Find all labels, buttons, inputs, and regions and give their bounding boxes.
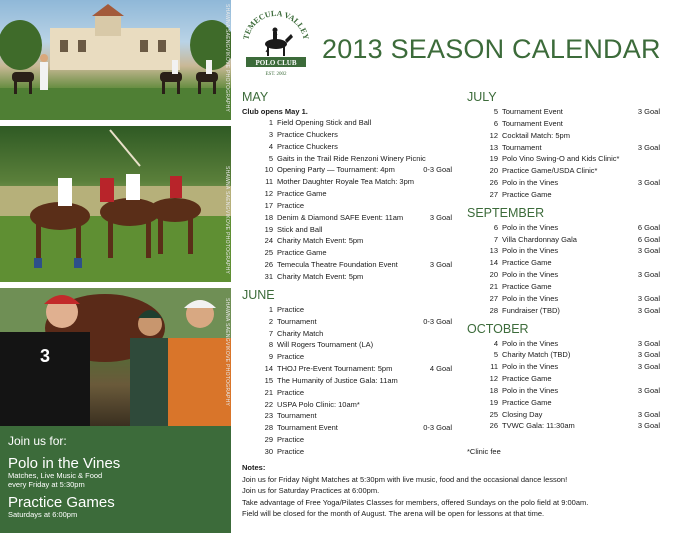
event-row <box>242 259 452 271</box>
event-date: 4 <box>268 141 273 151</box>
event-date: 8 <box>268 340 273 350</box>
event-date: 12 <box>264 189 273 199</box>
page-title: 2013 SEASON CALENDAR <box>322 34 661 64</box>
event-date: 6 <box>493 222 498 232</box>
event-date: 2 <box>268 316 273 326</box>
event-row <box>242 235 452 247</box>
event-date: 21 <box>489 281 498 291</box>
event-title: Polo in the Vines <box>502 222 559 232</box>
event-row <box>467 420 660 432</box>
event-title: Practice <box>277 200 305 210</box>
event-date: 7 <box>268 328 273 338</box>
event-row <box>242 129 452 141</box>
event-title: Tournament Event <box>502 118 563 128</box>
event-date: 4 <box>493 338 498 348</box>
event-date: 14 <box>489 258 498 268</box>
event-goal <box>448 339 452 351</box>
event-goal <box>448 387 452 399</box>
event-row <box>467 130 660 142</box>
event-goal <box>448 200 452 212</box>
event-goal: 3 Goal <box>429 260 452 270</box>
event-title: Tournament Event <box>277 423 338 433</box>
event-date: 30 <box>264 446 273 456</box>
svg-text:3: 3 <box>40 346 51 366</box>
event-row <box>467 305 660 317</box>
event-row <box>242 339 452 351</box>
event-date: 13 <box>489 142 498 152</box>
event-goal <box>656 281 660 293</box>
event-goal <box>448 224 452 236</box>
event-title: Tournament <box>277 411 317 421</box>
event-row <box>242 141 452 153</box>
event-row <box>242 247 452 259</box>
event-title: Charity Match (TBD) <box>502 350 571 360</box>
event-goal <box>656 165 660 177</box>
event-date: 10 <box>264 165 273 175</box>
notes-line: Take advantage of Free Yoga/Pilates Classes for members, offered Sundays on the polo field at 9:00am. <box>242 497 589 507</box>
event-goal <box>448 410 452 422</box>
event-date: 26 <box>489 421 498 431</box>
event-title: Closing Day <box>502 409 543 419</box>
event-row <box>242 153 452 165</box>
event-goal <box>448 304 452 316</box>
event-row <box>242 164 452 176</box>
event-row <box>467 385 660 397</box>
event-goal: 6 Goal <box>637 222 660 232</box>
event-date: 18 <box>264 212 273 222</box>
event-date: 17 <box>264 200 273 210</box>
event-row <box>467 338 660 350</box>
club-logo <box>240 8 312 80</box>
event-row <box>242 399 452 411</box>
event-date: 19 <box>489 397 498 407</box>
event-row <box>467 106 660 118</box>
event-goal: 6 Goal <box>637 234 660 244</box>
photo-column <box>0 0 231 426</box>
event-date: 15 <box>264 375 273 385</box>
month-heading: SEPTEMBER <box>467 205 545 220</box>
event-date: 13 <box>489 246 498 256</box>
event-title: Practice Chuckers <box>277 129 338 139</box>
event-title: Tournament <box>277 316 317 326</box>
event-row <box>242 387 452 399</box>
event-goal <box>448 117 452 129</box>
event-goal: 0-3 Goal <box>423 165 452 175</box>
event-date: 31 <box>264 271 273 281</box>
event-title: Practice Game <box>502 258 552 268</box>
event-row <box>242 363 452 375</box>
calendar-right-column <box>467 90 660 432</box>
event-goal <box>448 399 452 411</box>
event-goal <box>448 446 452 458</box>
event-title: Polo in the Vines <box>502 362 559 372</box>
event-title: Practice <box>277 387 305 397</box>
event-date: 21 <box>264 387 273 397</box>
event-row <box>242 316 452 328</box>
event-date: 24 <box>264 236 273 246</box>
promo-polo-sub1: Matches, Live Music & Food <box>8 471 103 480</box>
event-goal <box>448 235 452 247</box>
event-date: 5 <box>493 350 498 360</box>
notes-section <box>242 462 682 520</box>
event-goal: 3 Goal <box>637 270 660 280</box>
event-date: 26 <box>264 260 273 270</box>
event-row <box>242 117 452 129</box>
event-row <box>467 118 660 130</box>
promo-polo-sub2: every Friday at 5:30pm <box>8 480 85 489</box>
event-goal <box>448 247 452 259</box>
event-title: Gaits in the Trail Ride Renzoni Winery Picnic <box>277 153 426 163</box>
event-goal <box>656 130 660 142</box>
event-title: Charity Match Event: 5pm <box>277 271 364 281</box>
event-title: Polo in the Vines <box>502 338 559 348</box>
promo-box <box>0 426 231 533</box>
promo-practice-sub1: Saturdays at 6:00pm <box>8 510 78 519</box>
event-goal: 3 Goal <box>637 246 660 256</box>
event-title: Field Opening Stick and Ball <box>277 118 372 127</box>
calendar-left-column <box>242 90 452 458</box>
event-date: 11 <box>265 177 273 187</box>
event-date: 5 <box>493 107 498 116</box>
event-date: 11 <box>490 362 498 372</box>
event-goal <box>656 118 660 130</box>
event-goal <box>448 141 452 153</box>
event-row <box>467 397 660 409</box>
event-goal <box>448 375 452 387</box>
event-row <box>242 224 452 236</box>
event-title: Tournament Event <box>502 107 563 116</box>
event-title: Practice <box>277 446 305 456</box>
event-row <box>242 176 452 188</box>
event-title: Practice Game <box>502 281 552 291</box>
event-title: Practice Game <box>502 374 552 384</box>
event-title: Practice <box>277 304 305 314</box>
event-title: Practice Game <box>277 248 327 258</box>
event-goal: 3 Goal <box>637 142 660 152</box>
event-title: Polo in the Vines <box>502 178 559 188</box>
event-row <box>242 446 452 458</box>
event-goal <box>448 176 452 188</box>
event-goal <box>448 271 452 283</box>
event-title: Polo in the Vines <box>502 246 559 256</box>
event-date: 22 <box>264 399 273 409</box>
event-row <box>467 177 660 189</box>
event-title: USPA Polo Clinic: 10am* <box>277 399 360 409</box>
promo-heading: Join us for: <box>8 434 67 448</box>
svg-text:POLO CLUB: POLO CLUB <box>255 59 297 67</box>
event-date: 28 <box>264 423 273 433</box>
photo-credit: SHAWNA SAENGVIKOVE PHOTOGRAPHY <box>224 4 230 113</box>
event-goal: 3 Goal <box>637 421 660 431</box>
event-row <box>467 257 660 269</box>
event-row <box>467 222 660 234</box>
event-title: Practice Game <box>502 397 552 407</box>
event-date: 28 <box>489 305 498 315</box>
notes-line: Join us for Friday Night Matches at 5:30pm with live music, food and the occasional dance lesson! <box>242 474 568 484</box>
event-row <box>242 351 452 363</box>
clubhouse-photo <box>0 0 231 120</box>
event-title: Charity Match Event: 5pm <box>277 236 364 246</box>
event-goal <box>448 434 452 446</box>
event-title: Polo in the Vines <box>502 270 559 280</box>
event-title: TVWC Gala: 11:30am <box>502 421 575 431</box>
event-row <box>467 409 660 421</box>
event-title: Tournament <box>502 142 542 152</box>
event-goal: 3 Goal <box>429 212 452 222</box>
event-date: 18 <box>489 385 498 395</box>
event-date: 19 <box>264 224 273 234</box>
event-date: 23 <box>264 411 273 421</box>
event-row <box>467 165 660 177</box>
event-row <box>242 188 452 200</box>
event-date: 12 <box>489 130 498 140</box>
event-row <box>242 410 452 422</box>
event-row <box>242 212 452 224</box>
event-goal <box>656 397 660 409</box>
event-row <box>242 375 452 387</box>
event-goal <box>656 373 660 385</box>
players-photo <box>0 288 231 426</box>
event-title: The Humanity of Justice Gala: 11am <box>277 375 398 385</box>
event-title: THOJ Pre-Event Tournament: 5pm <box>277 364 393 374</box>
photo-credit: SHAWNA SAENGVIKOVE PHOTOGRAPHY <box>224 298 230 407</box>
event-row <box>242 271 452 283</box>
event-date: 25 <box>489 409 498 419</box>
event-title: Will Rogers Tournament (LA) <box>277 340 374 350</box>
event-goal: 3 Goal <box>637 305 660 315</box>
event-row <box>242 434 452 446</box>
event-row <box>467 281 660 293</box>
event-date: 5 <box>268 153 273 163</box>
event-title: Practice Game <box>277 189 327 199</box>
event-title: Charity Match <box>277 328 324 338</box>
players-scene <box>0 288 231 426</box>
month-heading: OCTOBER <box>467 321 529 336</box>
event-date: 7 <box>493 234 498 244</box>
month-heading: MAY <box>242 90 269 104</box>
clubhouse-scene <box>0 0 231 120</box>
event-title: Polo in the Vines <box>502 293 559 303</box>
event-row <box>467 142 660 154</box>
event-date: 27 <box>489 189 498 199</box>
month-note: Club opens May 1. <box>242 107 308 116</box>
event-goal <box>656 189 660 201</box>
polo-match-scene <box>0 126 231 282</box>
event-row <box>242 200 452 212</box>
event-date: 3 <box>268 129 273 139</box>
event-title: Practice Game <box>502 189 552 199</box>
notes-line: Join us for Saturday Practices at 6:00pm. <box>242 486 380 495</box>
event-goal <box>448 328 452 340</box>
event-title: Fundraiser (TBD) <box>502 305 560 315</box>
event-date: 12 <box>489 374 498 384</box>
event-row <box>467 349 660 361</box>
event-row <box>242 328 452 340</box>
notes-title: Notes: <box>242 463 266 472</box>
event-row <box>467 293 660 305</box>
event-row <box>467 373 660 385</box>
event-date: 20 <box>489 270 498 280</box>
event-title: Villa Chardonnay Gala <box>502 234 577 244</box>
promo-practice-title: Practice Games <box>8 494 115 511</box>
event-goal <box>448 351 452 363</box>
event-date: 6 <box>493 118 498 128</box>
event-title: Cocktail Match: 5pm <box>502 130 570 140</box>
event-goal: 3 Goal <box>637 350 660 360</box>
svg-text:TEMECULA VALLEY: TEMECULA VALLEY <box>241 8 311 41</box>
event-title: Denim & Diamond SAFE Event: 11am <box>277 212 404 222</box>
event-title: Polo Vino Swing-O and Kids Clinic* <box>502 154 620 164</box>
event-goal: 4 Goal <box>429 364 452 374</box>
event-goal <box>448 129 452 141</box>
event-row <box>467 269 660 281</box>
event-row <box>242 304 452 316</box>
event-goal <box>448 188 452 200</box>
event-title: Practice Chuckers <box>277 141 338 151</box>
event-goal: 3 Goal <box>637 409 660 419</box>
event-row <box>242 422 452 434</box>
month-heading: JUNE <box>242 287 275 302</box>
notes-line: Field will be closed for the month of August. The arena will be open for lessons at that time. <box>242 509 545 518</box>
event-goal: 0-3 Goal <box>423 316 452 326</box>
event-row <box>467 245 660 257</box>
event-goal: 0-3 Goal <box>423 423 452 433</box>
event-date: 9 <box>268 352 273 362</box>
event-date: 14 <box>264 364 273 374</box>
clinic-fee-note: *Clinic fee <box>467 447 501 456</box>
event-goal: 3 Goal <box>637 293 660 303</box>
event-title: Mother Daughter Royale Tea Match: 3pm <box>277 177 415 187</box>
polo-match-photo <box>0 126 231 282</box>
event-goal <box>448 153 452 165</box>
event-title: Temecula Theatre Foundation Event <box>277 260 398 270</box>
event-row <box>467 153 660 165</box>
event-date: 1 <box>268 118 273 127</box>
promo-polo-title: Polo in the Vines <box>8 455 121 472</box>
event-row <box>467 361 660 373</box>
event-date: 19 <box>489 154 498 164</box>
event-goal <box>656 257 660 269</box>
event-date: 20 <box>489 166 498 176</box>
photo-credit: SHAWNA SAENGVIKOVE PHOTOGRAPHY <box>224 166 230 275</box>
event-date: 27 <box>489 293 498 303</box>
event-date: 26 <box>489 178 498 188</box>
month-heading: JULY <box>467 90 497 104</box>
event-goal: 3 Goal <box>637 338 660 348</box>
event-goal <box>656 153 660 165</box>
svg-text:EST. 2002: EST. 2002 <box>265 72 287 77</box>
event-goal: 3 Goal <box>637 362 660 372</box>
event-goal: 3 Goal <box>637 385 660 395</box>
event-goal: 3 Goal <box>637 107 660 116</box>
event-title: Opening Party — Tournament: 4pm <box>277 165 395 175</box>
event-title: Practice <box>277 435 305 445</box>
event-row <box>467 234 660 246</box>
event-title: Practice Game/USDA Clinic* <box>502 166 598 176</box>
event-date: 1 <box>268 304 273 314</box>
event-title: Practice <box>277 352 305 362</box>
event-date: 29 <box>264 435 273 445</box>
event-title: Polo in the Vines <box>502 385 559 395</box>
event-title: Stick and Ball <box>277 224 323 234</box>
event-goal: 3 Goal <box>637 178 660 188</box>
event-date: 25 <box>264 248 273 258</box>
event-row <box>467 189 660 201</box>
